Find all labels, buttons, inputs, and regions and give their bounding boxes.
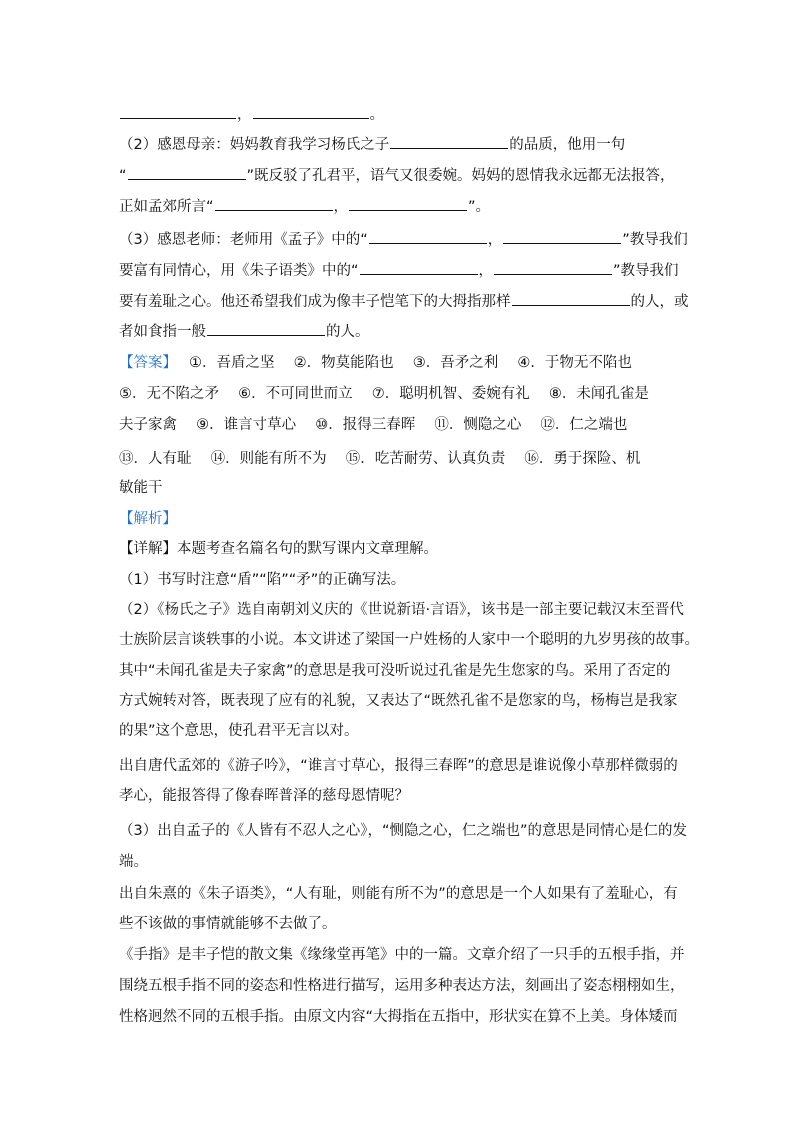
answer-blank: [369, 229, 487, 244]
line-5: （3）感恩老师：老师用《孟子》中的“ ， ”教导我们: [119, 229, 679, 249]
line-1: ， 。: [119, 104, 679, 124]
analysis-line: 【详解】本题考查名篇名句的默写课内文章理解。: [119, 541, 438, 557]
answer-blank: [120, 104, 236, 119]
answer-line-5: 敏能干: [119, 480, 163, 496]
answer-line-1: 【答案】 ①．吾盾之坚 ②．物莫能陷也 ③．吾矛之利 ④．于物无不陷也: [119, 355, 632, 371]
answer-blank: [253, 104, 369, 119]
answer-blank: [494, 260, 612, 275]
answer-blank: [390, 134, 508, 149]
answer-blank: [215, 196, 333, 211]
answer-blank: [128, 165, 246, 180]
analysis-line: 出自唐代孟郊的《游子吟》，“谁言寸草心，报得三春晖”的意思是谁说像小草那样微弱的: [119, 758, 678, 774]
analysis-label: 【解析】: [119, 511, 177, 527]
analysis-line: 其中“未闻孔雀是夫子家禽”的意思是我可没听说过孔雀是先生您家的鸟。采用了否定的: [119, 663, 671, 679]
analysis-line: （3）出自孟子的《人皆有不忍人之心》，“恻隐之心，仁之端也”的意思是同情心是仁的发: [119, 823, 687, 839]
analysis-line: [119, 1039, 679, 1059]
answer-blank: [349, 196, 467, 211]
analysis-line: （2）《杨氏之子》选自南朝刘义庆的《世说新语·言语》，该书是一部主要记载汉末至晋代: [119, 602, 684, 618]
analysis-line: 性格迥然不同的五根手指。由原文内容“大拇指在五指中，形状实在算不上美。身体矮而: [119, 1009, 678, 1025]
line-2: （2）感恩母亲：妈妈教育我学习杨氏之子 的品质，他用一句: [119, 134, 679, 154]
line-3: “ ”既反驳了孔君平，语气又很委婉。妈妈的恩情我永远都无法报答，: [119, 165, 679, 185]
analysis-line: 士族阶层言谈轶事的小说。本文讲述了梁国一户姓杨的人家中一个聪明的九岁男孩的故事。: [119, 632, 699, 648]
answer-blank: [503, 229, 621, 244]
analysis-line: 出自朱熹的《朱子语类》，“人有耻，则能有所不为”的意思是一个人如果有了羞耻心，有: [119, 886, 678, 902]
answer-line-3: 夫子家禽 ⑨．谁言寸草心 ⑩．报得三春晖 ⑪．恻隐之心 ⑫．仁之端也: [119, 417, 628, 433]
analysis-line: 《手指》是丰子恺的散文集《缘缘堂再笔》中的一篇。文章介绍了一只手的五根手指，并: [119, 947, 685, 963]
answer-blank: [512, 291, 630, 306]
answer-blank: [207, 321, 325, 336]
analysis-line: 些不该做的事情就能够不去做了。: [119, 916, 337, 932]
answer-line-2: ⑤．无不陷之矛 ⑥．不可同世而立 ⑦．聪明机智、委婉有礼 ⑧．未闻孔雀是: [119, 386, 649, 402]
analysis-line: 的果”这个意思，使孔君平无言以对。: [119, 723, 359, 739]
answer-label: 【答案】: [119, 355, 177, 371]
analysis-line: （1）书写时注意“盾”“陷”“矛”的正确写法。: [119, 572, 406, 588]
answer-line-4: ⑬．人有耻 ⑭．则能有所不为 ⑮．吃苦耐劳、认真负责 ⑯．勇于探险、机: [119, 451, 641, 467]
analysis-line: 围绕五根手指不同的姿态和性格进行描写，运用多种表达方法，刻画出了姿态栩栩如生，: [119, 978, 685, 994]
answer-blank: [360, 260, 478, 275]
analysis-line: 方式婉转对答，既表现了应有的礼貌，又表达了“既然孔雀不是您家的鸟，杨梅岂是我家: [119, 693, 678, 709]
line-7: 要有羞耻之心。他还希望我们成为像丰子恺笔下的大拇指那样 的人，或: [119, 291, 679, 311]
line-4: 正如孟郊所言“ ， ”。: [119, 196, 679, 216]
analysis-line: 孝心，能报答得了像春晖普泽的慈母恩情呢？: [119, 788, 409, 804]
line-8: 者如食指一般 的人。: [119, 321, 679, 341]
line-6: 要富有同情心，用《朱子语类》中的“ ， ”教导我们: [119, 260, 679, 280]
analysis-line: 端。: [119, 854, 148, 870]
